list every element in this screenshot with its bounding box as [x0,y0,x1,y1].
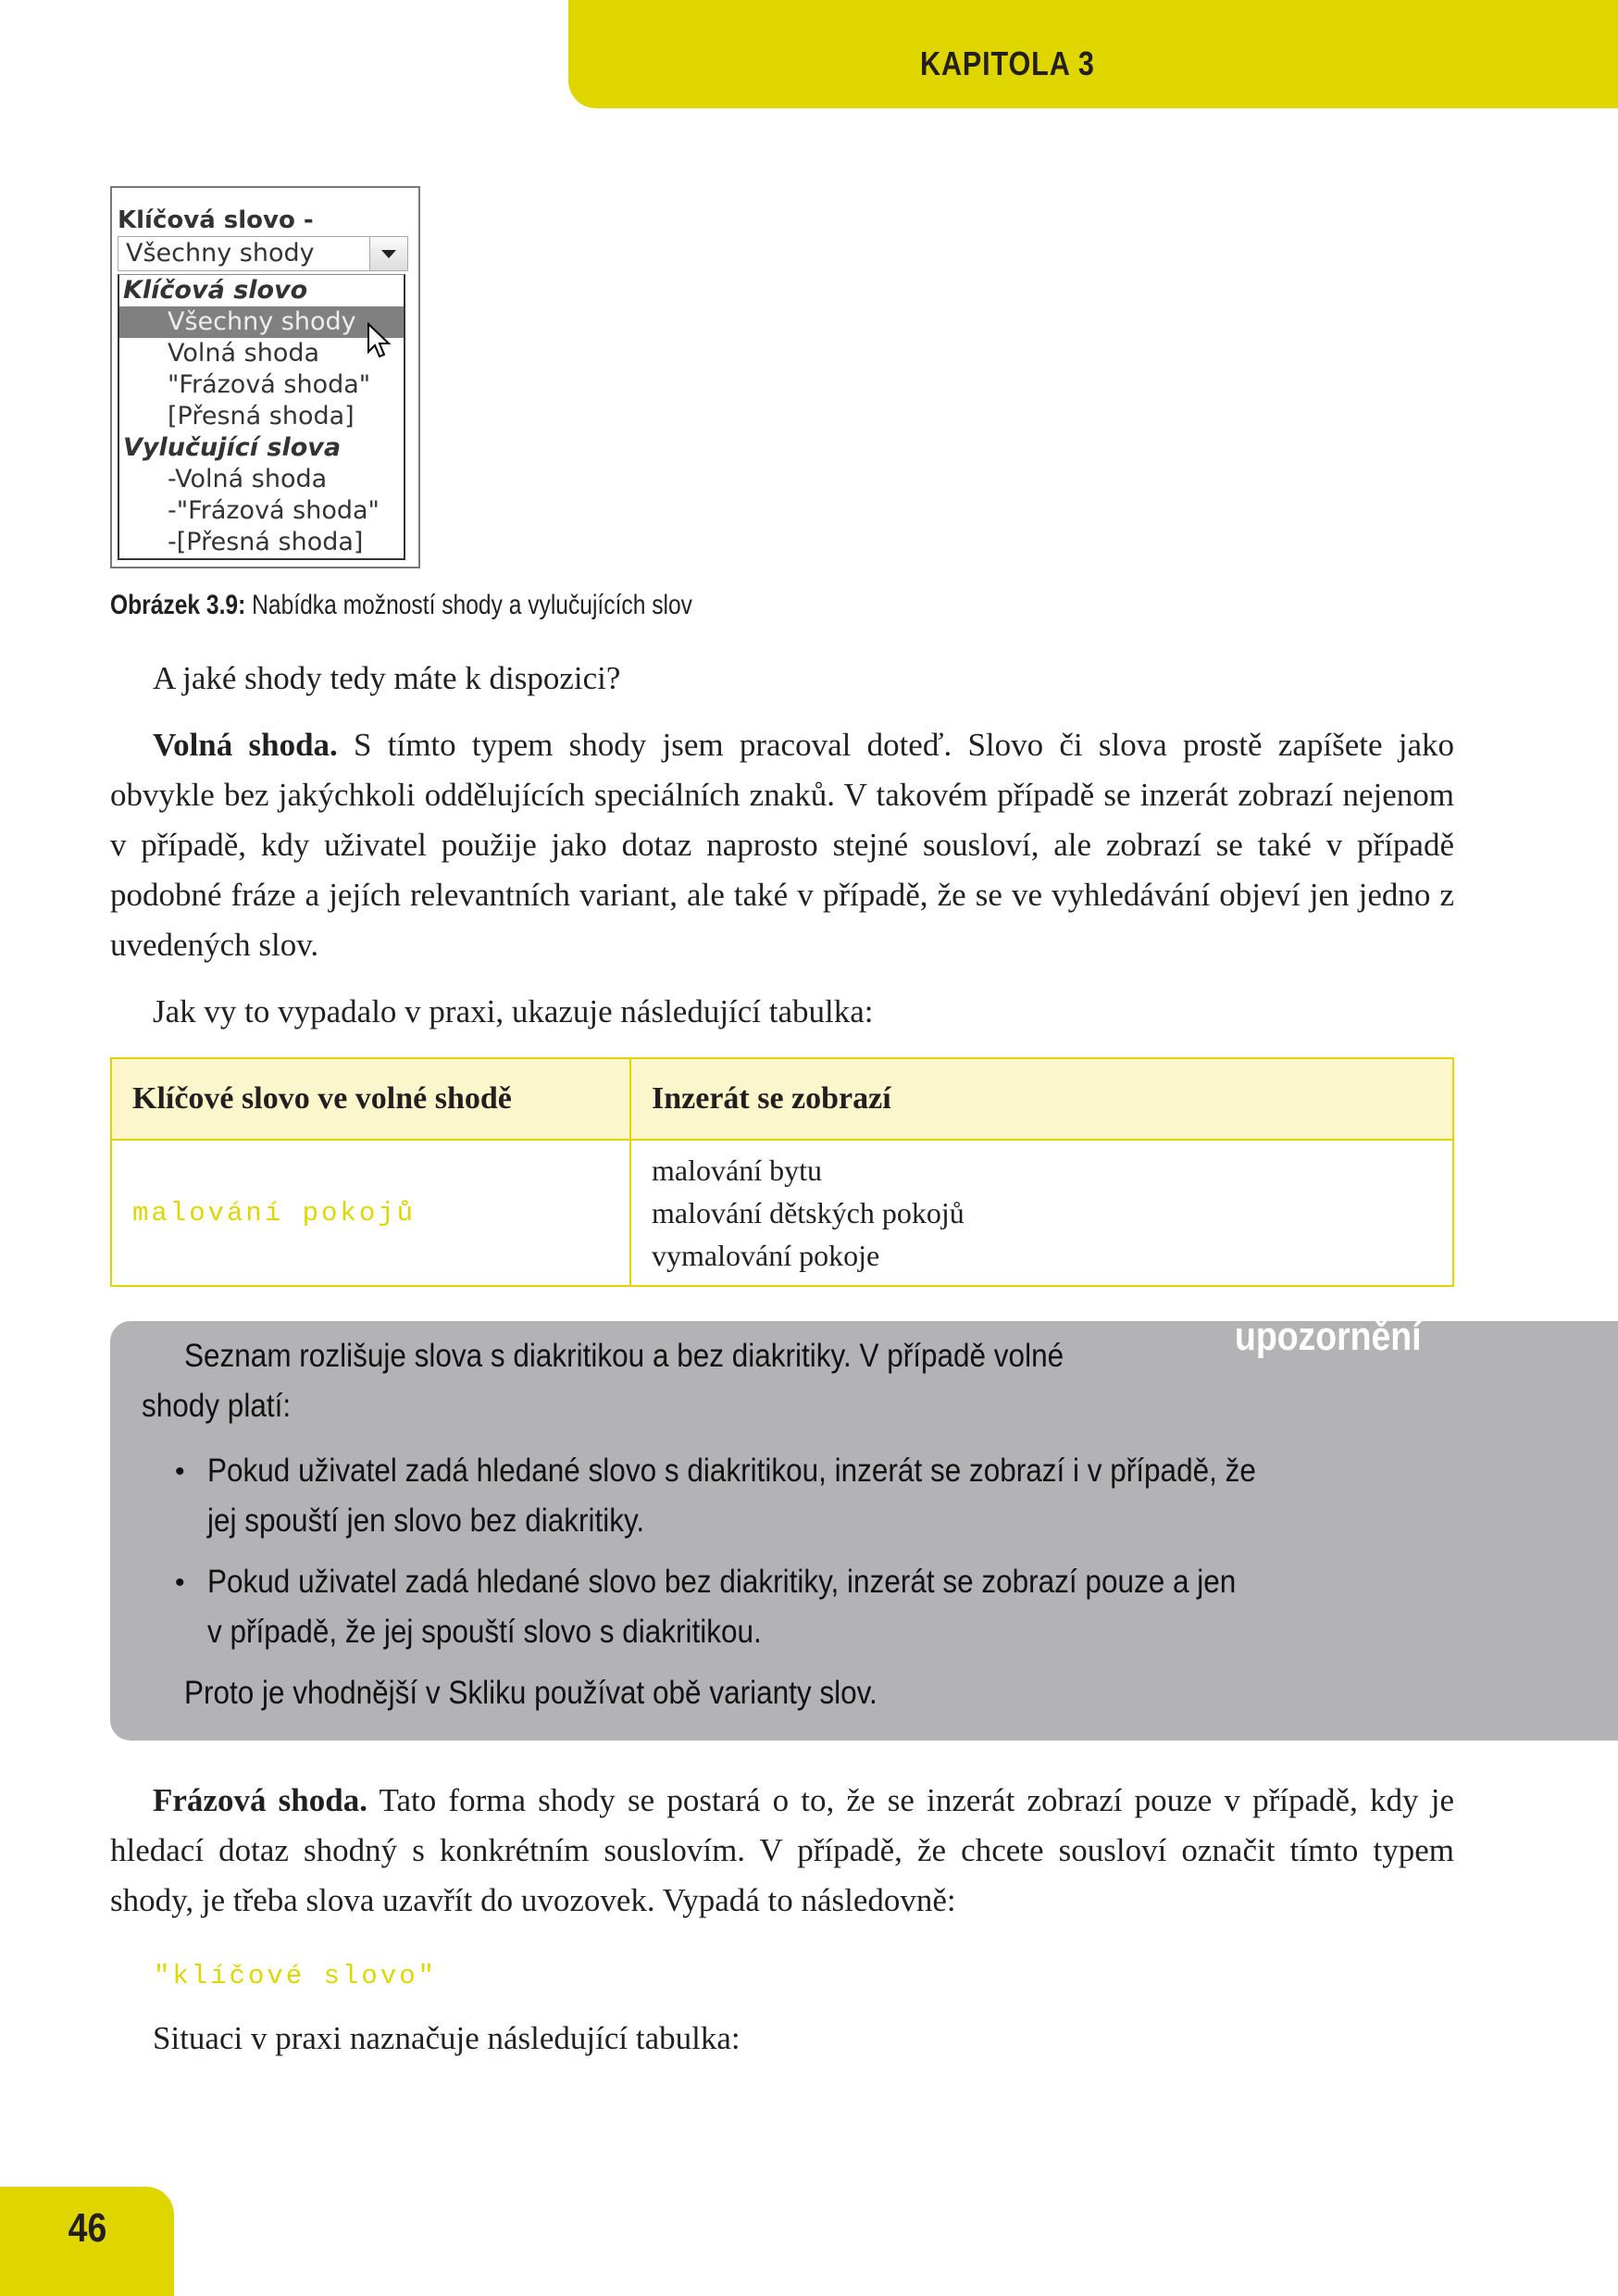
question-paragraph: A jaké shody tedy máte k dispozici? [153,660,621,696]
chapter-header [568,0,1618,108]
bullet-icon: • [175,1456,185,1487]
free-match-table [110,1057,1454,1287]
result-item: vymalování pokoje [652,1239,880,1272]
option-item[interactable]: -[Přesná shoda] [168,528,364,556]
table-row [111,1140,1453,1286]
option-group: Klíčová slovo [123,276,308,305]
chapter-title: KAPITOLA 3 [920,44,1095,82]
note-line: shody platí: [142,1388,292,1424]
term-bold: Volná shoda. [153,727,338,763]
bullet-line: jej spouští jen slovo bez diakritiky. [207,1503,645,1539]
option-item[interactable]: "Frázová shoda" [168,370,371,399]
results-cell [630,1140,1453,1286]
bullet-line: Pokud uživatel zadá hledané slovo s diakritikou, inzerát se zobrazí i v případě, že [207,1453,1256,1489]
bullet-line: v případě, že jej spouští slovo s diakritikou. [207,1614,762,1650]
match-type-select[interactable] [118,236,408,271]
option-item[interactable]: -Volná shoda [168,465,328,493]
table-intro: Jak vy to vypadalo v praxi, ukazuje následující tabulka: [153,993,874,1029]
result-item: malování dětských pokojů [652,1196,965,1229]
option-item[interactable]: -"Frázová shoda" [168,496,380,525]
option-item[interactable]: [Přesná shoda] [168,402,355,430]
paragraph-text: Tato forma shody se postará o to, že se inzerát zobrazí pouze v případě, kdy je hledací dotaz shodný s konkrétním souslovím. V případě, že chcete sousloví označit tímto typem shody, je třeba slova uzavřít do uvozovek. Vypadá to následovně: [110,1782,1454,1918]
note-line: Proto je vhodnější v Skliku používat obě varianty slov. [184,1675,877,1711]
paragraph-free-match [110,720,1454,970]
column-header: Klíčové slovo ve volné shodě [111,1058,630,1140]
option-item[interactable]: Všechny shody [119,306,404,338]
caption-text: Nabídka možností shody a vylučujících slov [245,590,692,620]
result-item: malování bytu [652,1154,822,1187]
bullet-line: Pokud uživatel zadá hledané slovo bez diakritiky, inzerát se zobrazí pouze a jen [207,1564,1237,1600]
option-item[interactable]: Volná shoda [168,339,320,368]
table-intro-2: Situaci v praxi naznačuje následující tabulka: [153,2020,741,2056]
keyword-cell: malování pokojů [111,1140,630,1286]
option-group: Vylučující slova [123,433,342,462]
paragraph-phrase-match [110,1776,1454,1926]
page-number: 46 [68,2205,107,2251]
chevron-down-icon[interactable] [369,237,407,270]
figure-screenshot [110,186,420,568]
column-header: Inzerát se zobrazí [630,1058,1453,1140]
term-bold: Frázová shoda. [153,1782,367,1818]
cursor-icon [367,322,394,359]
note-line: Seznam rozlišuje slova s diakritikou a bez diakritiky. V případě volné [184,1338,1064,1374]
paragraph-text: S tímto typem shody jsem pracoval doteď. Slovo či slova prostě zapíšete jako obvykle bez jakýchkoli oddělujících speciálních znaků. V takovém případě se inzerát zobrazí nejenom v případě, kdy uživatel použije jako dotaz naprosto stejné sousloví, ale zobrazí se také v případě podobné fráze a jejích relevantních variant, ale také v případě, že se ve vyhledávání objeví jen jedno z uvedených slov. [110,727,1454,963]
table-header-row [111,1058,1453,1140]
figure-caption [110,590,692,621]
select-value: Všechny shody [126,239,315,268]
warning-box [110,1314,1618,1741]
code-example: "klíčové slovo" [154,1961,438,1991]
keyword-label: Klíčová slovo - [118,206,314,234]
page-number-tab [0,2187,174,2296]
warning-tag: upozornění [1235,1314,1422,1359]
caption-number: Obrázek 3.9: [110,590,246,620]
dropdown-list [118,274,405,560]
bullet-icon: • [175,1567,185,1598]
